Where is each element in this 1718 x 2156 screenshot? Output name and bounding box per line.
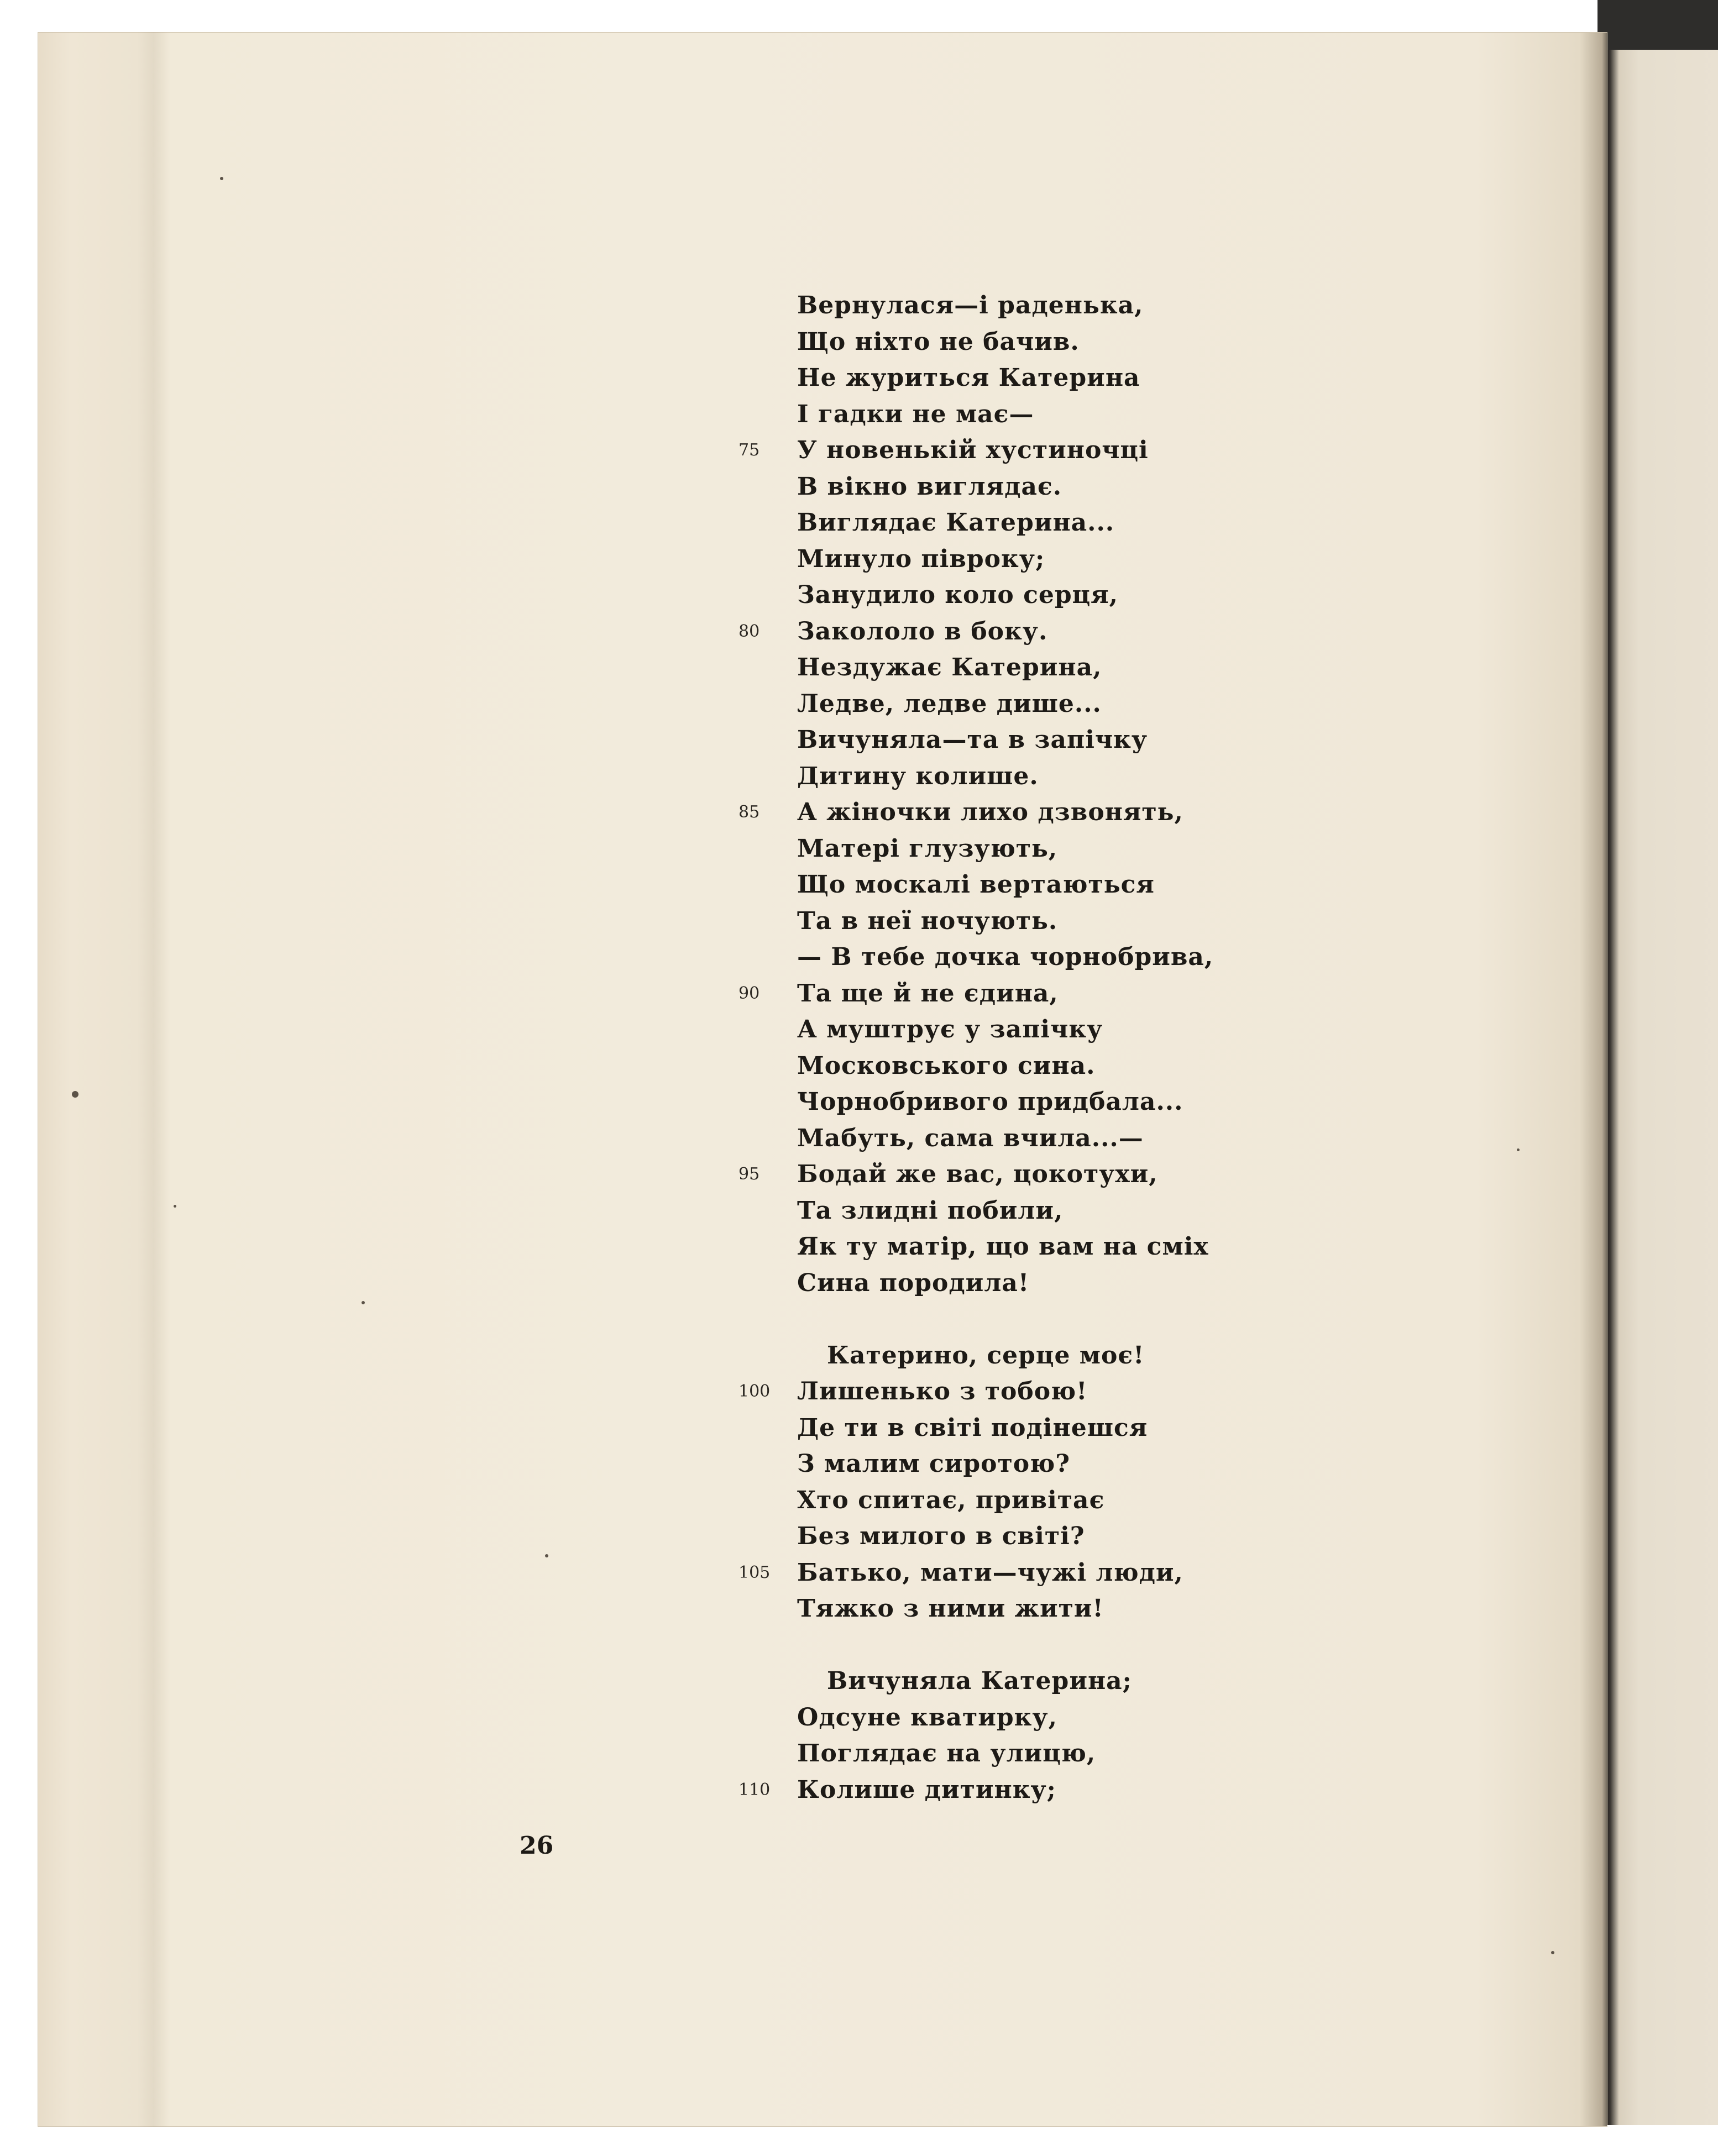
poem-line: Бодай же вас, цокотухи, bbox=[797, 1160, 1158, 1188]
poem-line: Батько, мати—чужі люди, bbox=[797, 1558, 1183, 1587]
poem-line: Сина породила! bbox=[797, 1268, 1030, 1297]
poem-line: Вернулася—і раденька, bbox=[797, 291, 1144, 319]
poem-line: Та ще й не єдина, bbox=[797, 979, 1059, 1008]
line-number: 110 bbox=[738, 1780, 771, 1800]
poem-line: Вичуняла—та в запічку bbox=[797, 726, 1148, 754]
poem-line: Дитину колише. bbox=[797, 762, 1039, 790]
poem-line: Чорнобривого придбала... bbox=[797, 1088, 1183, 1116]
poem-line: — В тебе дочка чорнобрива, bbox=[797, 943, 1214, 971]
poem-line: Катерино, серце моє! bbox=[827, 1341, 1145, 1370]
poem-line: Що москалі вертаються bbox=[797, 870, 1155, 899]
poem-line: Де ти в світі подінешся bbox=[797, 1413, 1148, 1442]
line-number: 85 bbox=[738, 802, 760, 822]
poem-line: Закололо в боку. bbox=[797, 617, 1048, 646]
poem-line: Як ту матір, що вам на сміх bbox=[797, 1232, 1209, 1261]
poem-line: Не журиться Катерина bbox=[797, 364, 1140, 392]
facing-page-edge bbox=[1606, 50, 1718, 2125]
page-number: 26 bbox=[520, 1832, 554, 1860]
line-number: 80 bbox=[738, 621, 760, 641]
poem-line: Без милого в світі? bbox=[797, 1522, 1085, 1550]
book-page bbox=[38, 32, 1607, 2127]
scan-background-corner bbox=[1597, 0, 1718, 50]
poem-line: В вікно виглядає. bbox=[797, 472, 1062, 501]
poem-line: Московського сина. bbox=[797, 1051, 1096, 1080]
poem-line: Тяжко з ними жити! bbox=[797, 1594, 1104, 1623]
poem-line: Хто спитає, привітає bbox=[797, 1486, 1105, 1514]
poem-line: Минуло півроку; bbox=[797, 544, 1045, 573]
poem-line: Лишенько з тобою! bbox=[797, 1377, 1088, 1405]
poem-text bbox=[38, 32, 1607, 2127]
poem-line: Виглядає Катерина... bbox=[797, 508, 1115, 537]
scan-background-bottom bbox=[0, 2125, 1718, 2156]
line-number: 100 bbox=[738, 1382, 771, 1401]
line-number: 75 bbox=[738, 440, 760, 460]
poem-line: А муштрує у запічку bbox=[797, 1015, 1103, 1043]
line-number: 95 bbox=[738, 1164, 760, 1184]
poem-line: Поглядає на улицю, bbox=[797, 1739, 1096, 1767]
poem-line: Занудило коло серця, bbox=[797, 581, 1118, 609]
poem-line: Що ніхто не бачив. bbox=[797, 327, 1080, 356]
poem-line: А жіночки лихо дзвонять, bbox=[797, 798, 1183, 826]
poem-line: Мабуть, сама вчила...— bbox=[797, 1124, 1144, 1152]
poem-line: Нездужає Катерина, bbox=[797, 653, 1102, 681]
line-number: 90 bbox=[738, 983, 760, 1003]
scan-background-left bbox=[0, 0, 38, 2156]
poem-line: У новенькій хустиночці bbox=[797, 436, 1149, 464]
poem-line: Вичуняла Катерина; bbox=[827, 1667, 1132, 1695]
line-number: 105 bbox=[738, 1562, 771, 1582]
poem-line: Ледве, ледве дише... bbox=[797, 689, 1102, 718]
poem-line: Матері глузують, bbox=[797, 834, 1058, 863]
poem-line: Колише дитинку; bbox=[797, 1775, 1056, 1804]
poem-line: Та в неї ночують. bbox=[797, 906, 1058, 935]
poem-line: З малим сиротою? bbox=[797, 1450, 1071, 1478]
scan-background-top bbox=[0, 0, 1718, 33]
poem-line: І гадки не має— bbox=[797, 400, 1034, 428]
poem-line: Одсуне кватирку, bbox=[797, 1703, 1057, 1732]
poem-line: Та злидні побили, bbox=[797, 1196, 1064, 1225]
